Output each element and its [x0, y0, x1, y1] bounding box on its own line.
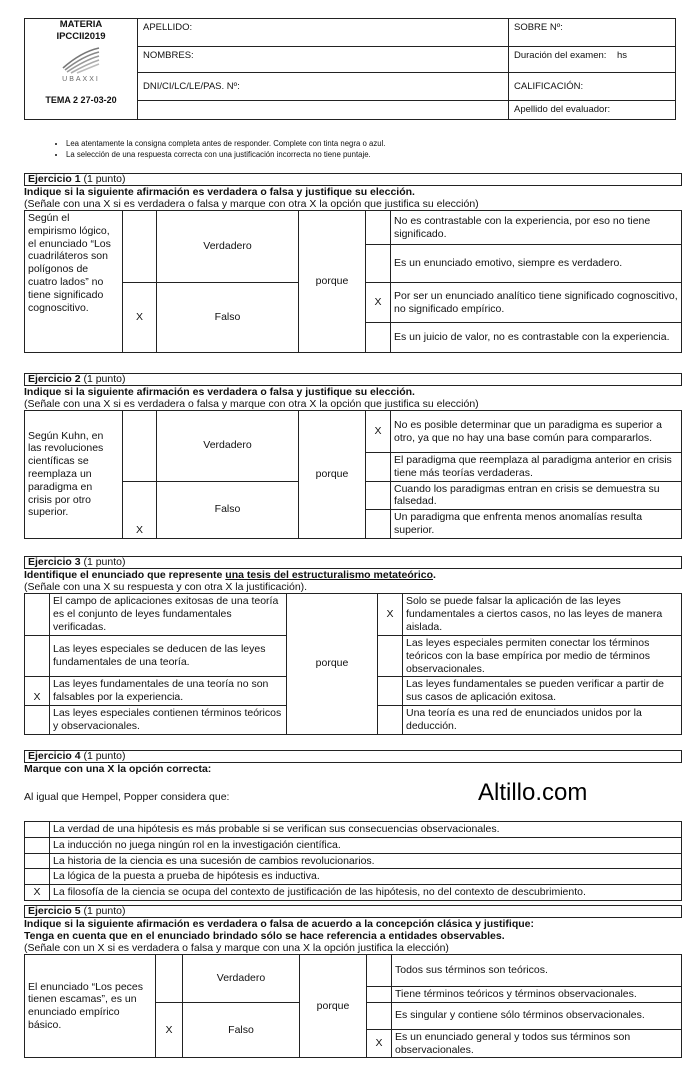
true-label: Verdadero	[157, 211, 299, 283]
exercise-title	[24, 750, 682, 763]
answer-grid	[24, 821, 682, 901]
option-mark-box[interactable]: X	[367, 1029, 392, 1058]
exercise-5	[24, 905, 682, 1058]
option-text: Las leyes especiales se deducen de las leyes fundamentales de una teoría.	[50, 636, 287, 677]
exercise-instruction	[24, 569, 682, 581]
duracion-field[interactable]	[509, 47, 676, 73]
porque-label: porque	[287, 594, 378, 735]
answer-grid	[24, 410, 682, 539]
exercise-instruction: Indique si la siguiente afirmación es verdadera o falsa y justifique su elección.	[24, 186, 415, 198]
exercise-title	[24, 173, 682, 186]
exercise-name: Ejercicio 4	[28, 750, 81, 762]
dni-field[interactable]: DNI/CI/LC/LE/PAS. Nº:	[138, 73, 509, 101]
option-text: El paradigma que reemplaza al paradigma anterior en crisis tiene más teorías verdaderas.	[391, 453, 682, 482]
exercise-instruction-2: Tenga en cuenta que en el enunciado brindado sólo se hace referencia a entidades observables.	[24, 930, 505, 942]
option-mark-box[interactable]: X	[366, 283, 391, 323]
option-mark-box[interactable]: X	[366, 411, 391, 453]
false-mark-box[interactable]: X	[123, 481, 157, 538]
option-text: Es un enunciado general y todos sus términos son observacionales.	[392, 1029, 682, 1058]
exercise-title	[24, 556, 682, 569]
exercise-subinstruction: (Señale con un X si es verdadera o falsa y marque con una X la opción justifica la elección)	[24, 942, 449, 954]
true-mark-box[interactable]	[156, 955, 183, 1003]
option-text: No es contrastable con la experiencia, por eso no tiene significado.	[391, 211, 682, 245]
option-text: La verdad de una hipótesis es más probable si se verifican sus consecuencias observacionales.	[50, 822, 682, 838]
option-mark-box[interactable]	[25, 869, 50, 885]
true-label: Verdadero	[157, 411, 299, 482]
exercise-question: Al igual que Hempel, Popper considera que:	[24, 791, 230, 803]
answer-grid	[24, 210, 682, 353]
option-mark-box[interactable]	[367, 987, 392, 1003]
option-text: No es posible determinar que un paradigma es superior a otro, ya que no hay una base común para compararlos.	[391, 411, 682, 453]
exercise-instruction: Indique si la siguiente afirmación es verdadera o falsa y justifique su elección.	[24, 386, 415, 398]
answer-grid	[24, 593, 682, 735]
statement-cell: Según Kuhn, en las revoluciones científicas se reemplaza un paradigma en crisis por otro superior.	[25, 411, 123, 539]
evaluador-field[interactable]: Apellido del evaluador:	[509, 101, 676, 120]
false-mark-box[interactable]: X	[156, 1002, 183, 1058]
option-mark-box[interactable]	[25, 705, 50, 734]
materia-label: MATERIA	[59, 19, 103, 30]
header-table	[24, 18, 676, 120]
option-text: Una teoría es una red de enunciados unidos por la deducción.	[403, 705, 682, 734]
option-mark-box[interactable]	[366, 481, 391, 510]
true-mark-box[interactable]	[123, 411, 157, 482]
option-text: Un paradigma que enfrenta menos anomalías resulta superior.	[391, 510, 682, 539]
false-mark-box[interactable]: X	[123, 283, 157, 353]
option-text: Las leyes especiales contienen términos teóricos y observacionales.	[50, 705, 287, 734]
instruction-item: • La selección de una respuesta correcta con una justificación incorrecta no tiene puntaje.	[66, 149, 385, 160]
exercise-2	[24, 373, 682, 539]
option-text: Todos sus términos son teóricos.	[392, 955, 682, 987]
option-text: La inducción no juega ningún rol en la investigación científica.	[50, 837, 682, 853]
true-label: Verdadero	[183, 955, 300, 1003]
exercise-name: Ejercicio 1	[28, 173, 81, 185]
exercise-name: Ejercicio 2	[28, 373, 81, 385]
option-mark-box[interactable]: X	[378, 594, 403, 636]
exercise-subinstruction: (Señale con una X si es verdadera o falsa y marque con otra X la opción que justifica su elección)	[24, 198, 479, 210]
false-label: Falso	[157, 481, 299, 538]
option-mark-box[interactable]	[366, 510, 391, 539]
option-text: Tiene términos teóricos y términos observacionales.	[392, 987, 682, 1003]
option-mark-box[interactable]	[25, 853, 50, 869]
instruction-underlined: una tesis del estructuralismo metateórico	[225, 569, 434, 581]
statement-cell: El enunciado “Los peces tienen escamas”, es un enunciado empírico básico.	[25, 955, 156, 1058]
instruction-part: Identifique el enunciado que represente	[24, 569, 226, 581]
option-text: Las leyes fundamentales de una teoría no son falsables por la experiencia.	[50, 677, 287, 706]
statement-cell: Según el empirismo lógico, el enunciado “Los cuadriláteros son polígonos de cuatro lados” no tiene significado cognoscitivo.	[25, 211, 123, 353]
calificacion-field[interactable]: CALIFICACIÓN:	[509, 73, 676, 101]
option-text: El campo de aplicaciones exitosas de una teoría es el conjunto de leyes fundamentales verificadas.	[50, 594, 287, 636]
materia-code: IPCCII2019	[56, 30, 106, 42]
exercise-points: (1 punto)	[83, 750, 126, 762]
option-mark-box[interactable]	[25, 594, 50, 636]
exercise-points: (1 punto)	[83, 173, 126, 185]
instruction-item: • Lea atentamente la consigna completa antes de responder. Complete con tinta negra o azul.	[66, 138, 385, 149]
true-mark-box[interactable]	[123, 211, 157, 283]
option-text: Es singular y contiene sólo términos observacionales.	[392, 1002, 682, 1029]
option-text: Solo se puede falsar la aplicación de las leyes fundamentales a ciertos casos, no las leyes de manera aislada.	[403, 594, 682, 636]
exercise-name: Ejercicio 5	[28, 905, 81, 917]
porque-label: porque	[299, 211, 366, 353]
exercise-title	[24, 373, 682, 386]
option-mark-box[interactable]	[25, 822, 50, 838]
answer-grid	[24, 954, 682, 1058]
tema-label: TEMA 2 27-03-20	[45, 94, 117, 105]
exercise-instruction: Indique si la siguiente afirmación es verdadera o falsa de acuerdo a la concepción clásica y justifique:	[24, 918, 535, 930]
option-mark-box[interactable]	[378, 705, 403, 734]
option-text: La historia de la ciencia es una sucesión de cambios revolucionarios.	[50, 853, 682, 869]
nombres-field[interactable]: NOMBRES:	[138, 47, 509, 73]
option-text: Por ser un enunciado analítico tiene significado cognoscitivo, no significado empírico.	[391, 283, 682, 323]
option-mark-box[interactable]	[367, 1002, 392, 1029]
option-text: La filosofía de la ciencia se ocupa del contexto de justificación de las hipótesis, no del contexto de descubrimiento.	[50, 885, 682, 901]
logo-text: UBAXXI	[62, 76, 100, 84]
option-mark-box[interactable]	[366, 211, 391, 245]
exercise-points: (1 punto)	[83, 373, 126, 385]
exercise-subinstruction: (Señale con una X si es verdadera o falsa y marque con otra X la opción que justifica su elección)	[24, 398, 479, 410]
exercise-subinstruction: (Señale con una X su respuesta y con otra X la justificación).	[24, 581, 308, 593]
porque-label: porque	[299, 411, 366, 539]
dni-space	[138, 101, 509, 120]
option-mark-box[interactable]	[366, 245, 391, 283]
option-text: La lógica de la puesta a prueba de hipótesis es inductiva.	[50, 869, 682, 885]
watermark: Altillo.com	[478, 779, 588, 806]
instruction-end: .	[433, 569, 436, 581]
duracion-label: Duración del examen:	[514, 50, 607, 61]
option-text: Es un juicio de valor, no es contrastable con la experiencia.	[391, 323, 682, 353]
porque-label: porque	[300, 955, 367, 1058]
sobre-field[interactable]: SOBRE Nº:	[509, 19, 676, 47]
option-mark-box[interactable]	[378, 636, 403, 677]
exercise-instruction: Marque con una X la opción correcta:	[24, 763, 212, 775]
false-label: Falso	[183, 1002, 300, 1058]
false-label: Falso	[157, 283, 299, 353]
option-text: Cuando los paradigmas entran en crisis se demuestra su falsedad.	[391, 481, 682, 510]
option-text: Las leyes especiales permiten conectar los términos teóricos con la base empírica por medio de términos observacionales.	[403, 636, 682, 677]
option-text: Es un enunciado emotivo, siempre es verdadero.	[391, 245, 682, 283]
exercise-points: (1 punto)	[83, 556, 126, 568]
ubaxxi-logo-icon	[59, 46, 103, 74]
option-mark-box[interactable]	[25, 837, 50, 853]
exercise-points: (1 punto)	[83, 905, 126, 917]
option-mark-box[interactable]	[366, 453, 391, 482]
option-mark-box[interactable]	[367, 955, 392, 987]
duracion-unit: hs	[616, 50, 628, 61]
exercise-3	[24, 556, 682, 735]
exercise-4	[24, 750, 682, 901]
exercise-1	[24, 173, 682, 353]
exercise-title	[24, 905, 682, 918]
instructions-list	[48, 138, 385, 161]
option-mark-box[interactable]: X	[25, 885, 50, 901]
option-mark-box[interactable]: X	[25, 677, 50, 706]
option-mark-box[interactable]	[366, 323, 391, 353]
option-text: Las leyes fundamentales se pueden verificar a partir de sus casos de aplicación exitosa.	[403, 677, 682, 706]
exercise-name: Ejercicio 3	[28, 556, 81, 568]
option-mark-box[interactable]	[25, 636, 50, 677]
apellido-field[interactable]: APELLIDO:	[138, 19, 509, 47]
materia-cell	[25, 19, 138, 120]
option-mark-box[interactable]	[378, 677, 403, 706]
